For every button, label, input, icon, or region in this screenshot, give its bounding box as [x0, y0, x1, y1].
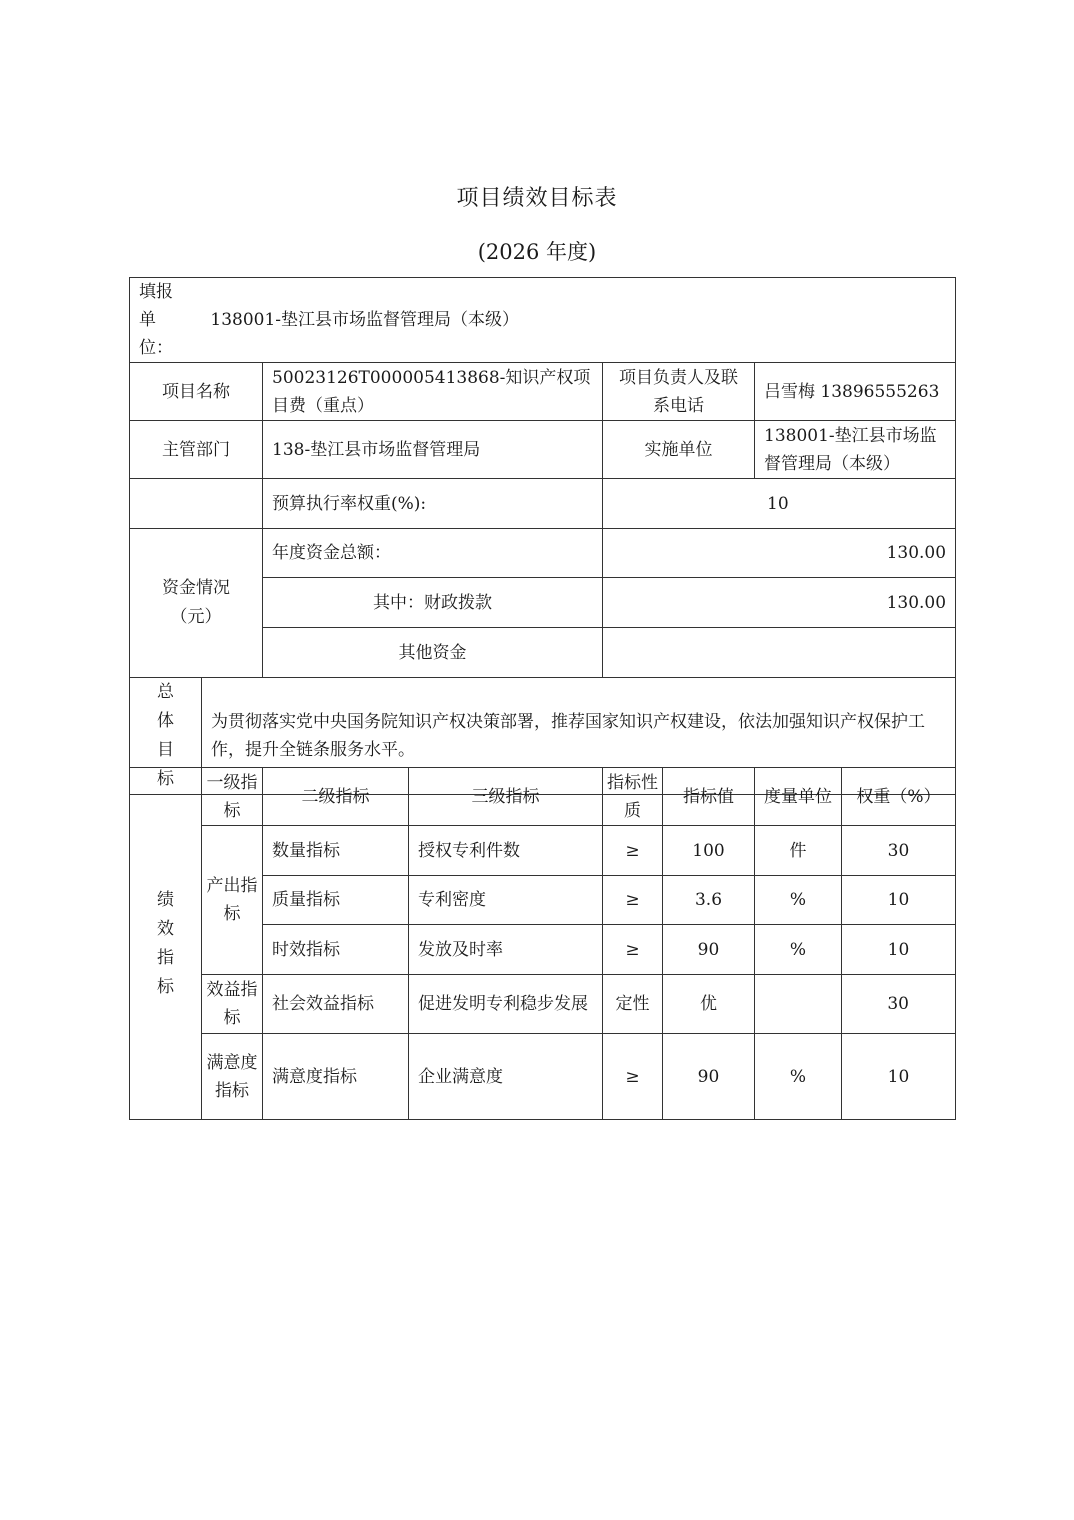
- level3-cell: 企业满意度: [409, 1034, 603, 1120]
- table-row: [130, 1034, 956, 1120]
- indicators-label: 绩效指标: [130, 768, 202, 1120]
- impl-unit-value: 138001-垫江县市场监督管理局（本级）: [755, 421, 956, 479]
- level3-cell: 授权专利件数: [409, 826, 603, 876]
- unit-row: [130, 278, 956, 363]
- weight-cell: 30: [842, 975, 956, 1034]
- project-row: [130, 363, 956, 421]
- budget-rate-row: [130, 479, 956, 529]
- dept-row: [130, 421, 956, 479]
- unit-cell: [755, 975, 842, 1034]
- contact-label: 项目负责人及联系电话: [603, 363, 755, 421]
- weight-cell: 10: [842, 876, 956, 925]
- level1-satisfaction: 满意度指标: [202, 1034, 263, 1120]
- funds-fiscal-value: 130.00: [603, 578, 956, 628]
- value-cell: 90: [663, 925, 755, 975]
- goal-label: 总体目标: [130, 678, 202, 795]
- level2-cell: 时效指标: [263, 925, 409, 975]
- unit-label: 填报单位：: [139, 282, 173, 358]
- dept-value: 138-垫江县市场监督管理局: [263, 421, 603, 479]
- budget-rate-value: 10: [603, 479, 956, 529]
- level2-cell: 数量指标: [263, 826, 409, 876]
- level3-cell: 促进发明专利稳步发展: [409, 975, 603, 1034]
- weight-cell: 10: [842, 1034, 956, 1120]
- dept-label: 主管部门: [130, 421, 263, 479]
- value-cell: 90: [663, 1034, 755, 1120]
- level2-cell: 社会效益指标: [263, 975, 409, 1034]
- budget-rate-label: 预算执行率权重(%):: [263, 479, 603, 529]
- value-cell: 100: [663, 826, 755, 876]
- table-row: [130, 826, 956, 876]
- goal-text: 为贯彻落实党中央国务院知识产权决策部署，推荐国家知识产权建设，依法加强知识产权保护工作，提升全链条服务水平。: [202, 678, 956, 795]
- level2-cell: 质量指标: [263, 876, 409, 925]
- nature-cell: ≥: [603, 826, 663, 876]
- header-nature: 指标性质: [603, 768, 663, 826]
- table-row: [130, 975, 956, 1034]
- nature-cell: ≥: [603, 876, 663, 925]
- unit-value: 138001-垫江县市场监督管理局（本级）: [210, 310, 520, 330]
- unit-cell: %: [755, 925, 842, 975]
- level1-output: 产出指标: [202, 826, 263, 975]
- funds-total-row: [130, 529, 956, 578]
- nature-cell: ≥: [603, 1034, 663, 1120]
- project-name-label: 项目名称: [130, 363, 263, 421]
- level1-benefit: 效益指标: [202, 975, 263, 1034]
- header-level2: 二级指标: [263, 768, 409, 826]
- level3-cell: 专利密度: [409, 876, 603, 925]
- header-value: 指标值: [663, 768, 755, 826]
- funds-other-label: 其他资金: [263, 628, 603, 678]
- impl-unit-label: 实施单位: [603, 421, 755, 479]
- funds-other-value: [603, 628, 956, 678]
- contact-value: 吕雪梅 13896555263: [755, 363, 956, 421]
- header-weight: 权重（%）: [842, 768, 956, 826]
- funds-fiscal-label: 其中：财政拨款: [263, 578, 603, 628]
- project-name-value: 50023126T000005413868-知识产权项目费（重点）: [263, 363, 603, 421]
- value-cell: 3.6: [663, 876, 755, 925]
- unit-cell: %: [755, 876, 842, 925]
- unit-cell: %: [755, 1034, 842, 1120]
- header-level3: 三级指标: [409, 768, 603, 826]
- value-cell: 优: [663, 975, 755, 1034]
- unit-cell: 件: [755, 826, 842, 876]
- funds-total-label: 年度资金总额：: [263, 529, 603, 578]
- nature-cell: ≥: [603, 925, 663, 975]
- level2-cell: 满意度指标: [263, 1034, 409, 1120]
- page-subtitle: (2026 年度): [477, 240, 597, 264]
- level3-cell: 发放及时率: [409, 925, 603, 975]
- funds-label: 资金情况（元）: [130, 529, 263, 678]
- indicator-table: [129, 767, 956, 1120]
- weight-cell: 30: [842, 826, 956, 876]
- header-level1: 一级指标: [202, 768, 263, 826]
- header-unit: 度量单位: [755, 768, 842, 826]
- indicator-header-row: [130, 768, 956, 826]
- funds-total-value: 130.00: [603, 529, 956, 578]
- info-table: [129, 277, 956, 795]
- page-title: 项目绩效目标表: [456, 186, 618, 211]
- nature-cell: 定性: [603, 975, 663, 1034]
- weight-cell: 10: [842, 925, 956, 975]
